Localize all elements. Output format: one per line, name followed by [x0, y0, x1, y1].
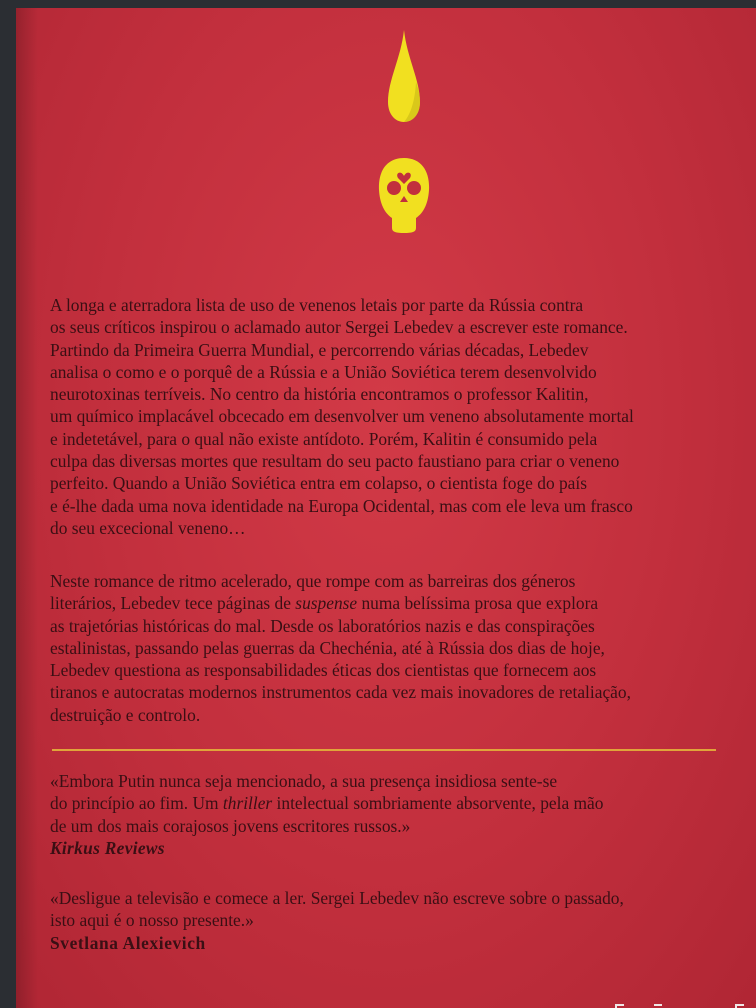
italic-term: thriller — [222, 793, 273, 814]
quote-attribution: Svetlana Alexievich — [50, 932, 206, 953]
book-back-cover — [16, 8, 756, 1008]
review-quote-2 — [50, 887, 730, 954]
text-line: os seus críticos inspirou o aclamado autor Sergei Lebedev a escrever este romance. — [50, 317, 628, 338]
quote-line: de um dos mais corajosos jovens escritores russos.» — [50, 815, 411, 836]
text-line: neurotoxinas terríveis. No centro da história encontramos o professor Kalitin, — [50, 384, 589, 405]
text-line: e indetetável, para o qual não existe antídoto. Porém, Kalitin é consumido pela — [50, 428, 598, 449]
skull-icon — [376, 156, 432, 234]
quote-line: «Embora Putin nunca seja mencionado, a sua presença insidiosa sente-se — [50, 771, 558, 791]
text-line: Neste romance de ritmo acelerado, que rompe com as barreiras dos géneros — [50, 571, 576, 591]
divider-rule — [52, 749, 716, 751]
text-line: e é-lhe dada uma nova identidade na Europa Ocidental, mas com ele leva um frasco — [50, 495, 633, 516]
cover-edge-shadow — [16, 8, 38, 1008]
text-line: Partindo da Primeira Guerra Mundial, e percorrendo várias décadas, Lebedev — [50, 339, 589, 360]
text-line: do seu excecional veneno… — [50, 517, 246, 538]
text-line: estalinistas, passando pelas guerras da Chechénia, até à Rússia dos dias de hoje, — [50, 637, 605, 658]
text-run: numa belíssima prosa que explora — [357, 593, 599, 614]
quote-line: isto aqui é o nosso presente.» — [50, 910, 254, 931]
quote-line — [50, 792, 730, 814]
text-line: tiranos e autocratas modernos instrumentos cada vez mais inovadores de retaliação, — [50, 682, 631, 703]
quote-line: «Desligue a televisão e comece a ler. Sergei Lebedev não escreve sobre o passado, — [50, 888, 624, 908]
text-line: destruição e controlo. — [50, 704, 201, 725]
corner-marks — [614, 993, 754, 1008]
synopsis-paragraph-2 — [50, 570, 730, 726]
quote-attribution: Kirkus Reviews — [50, 837, 165, 858]
text-line: Lebedev questiona as responsabilidades éticas dos cientistas que fornecem aos — [50, 660, 597, 681]
text-line: analisa o como e o porquê de a Rússia e a União Soviética terem desenvolvido — [50, 361, 597, 382]
text-line: um químico implacável obcecado em desenvolver um veneno absolutamente mortal — [50, 406, 634, 427]
poison-drop-icon — [385, 28, 423, 124]
review-quote-1 — [50, 770, 730, 859]
text-run: do princípio ao fim. Um — [50, 793, 223, 814]
text-run: intelectual sombriamente absorvente, pela mão — [272, 793, 604, 814]
text-run: literários, Lebedev tece páginas de — [50, 593, 296, 614]
text-line: as trajetórias históricas do mal. Desde os laboratórios nazis e das conspirações — [50, 615, 595, 636]
synopsis-paragraph-1 — [50, 294, 730, 539]
text-line: perfeito. Quando a União Soviética entra em colapso, o cientista foge do país — [50, 473, 588, 494]
text-line: A longa e aterradora lista de uso de venenos letais por parte da Rússia contra — [50, 295, 584, 315]
italic-term: suspense — [295, 593, 358, 614]
text-line — [50, 592, 730, 614]
text-line: culpa das diversas mortes que resultam do seu pacto faustiano para criar o veneno — [50, 451, 620, 472]
